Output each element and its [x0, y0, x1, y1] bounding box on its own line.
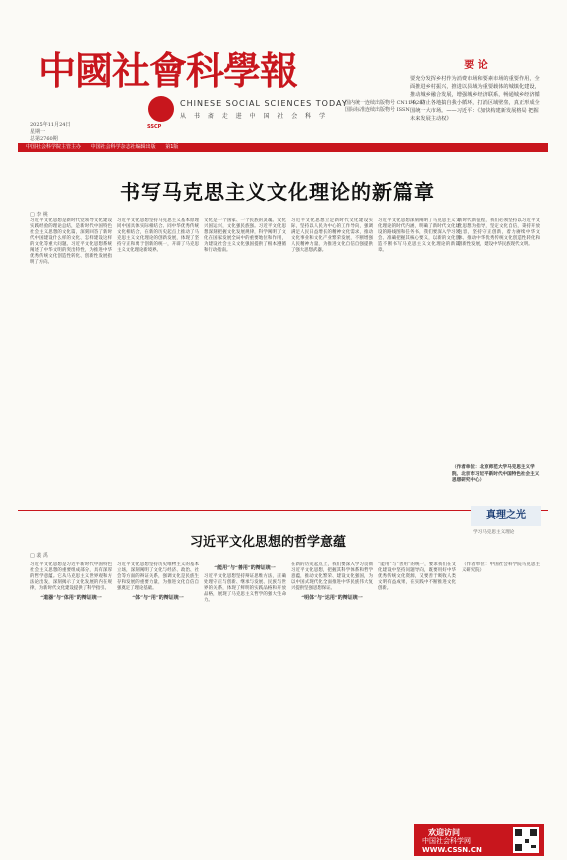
section-divider [18, 510, 548, 511]
article2-text: 在新的历史起点上，我们要深入学习贯彻习近平文化思想，把握其科学体系和哲学意蕴，推动文化繁荣、建设文化强国，为以中国式现代化全面推进中华民族伟大复兴提供坚强思想保证。 [291, 562, 373, 591]
redbar-item: 中国社会科学院主管主办 [26, 144, 82, 150]
article1-column: 习近平文化思想坚持马克思主义基本原理同中国具体实际相结合、同中华优秀传统文化相结合，在新的历史起点上推动了马克思主义文化理论的创新发展，体现了坚持守正和勇于创新的统一，开辟了马克思主义文化理论新境界。 [117, 218, 199, 253]
article2-column [291, 562, 373, 818]
footer-welcome: 欢迎访问 [428, 827, 460, 837]
article1-column: 习近平文化思想是新时代党领导文化建设实践经验的理论总结，是新时代中国特色社会主义思想的文化篇，深刻回答了新时代中国建设什么样的文化、怎样建设这样的文化等重大问题。习近平文化思想系统阐述了中华文明的突出特性，为推进中华优秀传统文化创造性转化、创新性发展指明了方向。 [30, 218, 112, 265]
masthead [0, 0, 567, 142]
cn-number: 国内统一连续出版物号 CN11-0287 [345, 100, 426, 106]
masthead-red-bar [18, 143, 548, 152]
article1-author-note: （作者单位：北京师范大学马克思主义学院、北京市习近平新时代中国特色社会主义思想研究中心） [452, 465, 540, 483]
article1-column: 文化是一个国家、一个民族的灵魂。文化兴国运兴，文化强民族强。习近平文化思想深刻把握文化发展规律，科学阐明了文化在国家发展全局中的重要地位和作用，为建设社会主义文化强国提供了根本遵循和行动指南。 [204, 218, 286, 253]
article2-body [30, 562, 540, 822]
issue-meta [30, 122, 70, 143]
article2-column [204, 562, 286, 818]
footer-url-link[interactable]: WWW.CSSN.CN [422, 846, 482, 854]
article1-column: 习近平文化思想立足新时代文化建设实际，坚持以人民为中心的工作导向，强调满足人民日益增长的精神文化需求，推动文化事业和文化产业繁荣发展，不断增强人民精神力量，为推进文化自信自强提供了强大思想武器。 [291, 218, 373, 253]
issue-number: 总第2760期 [30, 136, 58, 142]
article2-subhead: “能用”与“善用”的辩证统一 [214, 565, 276, 571]
article2-subhead: “明体”与“达用”的辩证统一 [301, 595, 363, 601]
issue-date: 2025年11月24日 [30, 122, 71, 128]
article2-subhead: “道器”与“体用”的辩证统一 [40, 595, 102, 601]
redbar-item: 中国社会科学杂志社编辑出版 [90, 144, 156, 150]
article2-headline: 习近平文化思想的哲学意蕴 [190, 535, 347, 550]
newspaper-logo: 中國社會科學報 [38, 48, 298, 93]
article1-headline: 书写马克思主义文化理论的新篇章 [120, 180, 435, 204]
article2-text: 习近平文化思想是习近平新时代中国特色社会主义思想的重要组成部分，具有深厚的哲学意蕴。它从马克思主义世界观和方法论出发，深刻揭示了文化发展的内在规律，为新时代文化建设提供了科学指引。 [30, 562, 112, 591]
yaolun-body: 要充分发挥乡村作为消费市场和要素市场的重要作用，全面推进乡村振兴，推进以县域为重要载体的城镇化建设，推动城乡融合发展，增强城乡经济联系，畅通城乡经济循环，防止各地搞自我小循环，打消区域壁垒，真正形成全国统一大市场。——习近平：《加快构建新发展格局 把握未来发展主动权》 [410, 76, 540, 122]
article2-text: 习近平文化思想坚持辩证思维方法，正确处理守正与创新、继承与发展、民族与世界的关系，体现了鲜明的实践品格和开放品格，展现了马克思主义哲学的强大生命力。 [204, 574, 286, 603]
article1-byline: □ 李 桃 [30, 212, 48, 218]
sscp-label: SSCP [147, 124, 162, 130]
english-title: CHINESE SOCIAL SCIENCES TODAY [180, 99, 348, 108]
article2-column [30, 562, 112, 818]
yaolun-box [410, 56, 542, 140]
issn-number: 国际标准连续出版物号 ISSN [345, 107, 410, 113]
article2-column: （作者单位：中国社会科学院马克思主义研究院） [462, 562, 540, 573]
sscp-emblem-icon [148, 96, 174, 122]
slogan: 从 书 斋 走 进 中 国 社 会 科 学 [180, 113, 329, 120]
yaolun-heading: 要 论 [464, 60, 488, 71]
article1-column: 习近平文化思想深刻阐明了马克思主义文化理论的时代内涵，明确了新时代文化建设的路线图和任务书，我们要深入学习领会、准确把握其核心要义，以新的文化创造不断书写马克思主义文化理论的新篇章。 [378, 218, 460, 253]
article1-body [30, 218, 540, 478]
footer-site-name: 中国社会科学网 [422, 837, 471, 845]
article2-column [117, 562, 199, 818]
article2-byline: □ 裴 禹 [30, 553, 48, 559]
article2-text: 习近平文化思想坚持历史唯物主义的基本立场，深刻阐明了文化与经济、政治、社会等方面的辩证关系，强调文化是民族生存和发展的重要力量，为推进文化自信自强奠定了理论基础。 [117, 562, 199, 591]
column-banner: 真理之光 [471, 506, 541, 526]
issue-weekday: 星期一 [30, 129, 46, 135]
article2-subhead: “体”与“用”的辩证统一 [132, 595, 184, 601]
article1-column: 新时代新征程，我们必须坚持以习近平文化思想为指导，坚定文化自信，秉持开放包容，坚持守正创新，着力赓续中华文脉、推动中华优秀传统文化创造性转化和创新性发展，建设中华民族现代文明。 [458, 218, 540, 247]
qr-code-icon [513, 827, 539, 853]
article2-column: “能用”与“善用”的统一，要求我们在文化建设中坚持问题导向，既要用好中华优秀传统文化资源，又要善于吸收人类文明有益成果，在实践中不断推进文化创新。 [378, 562, 456, 591]
redbar-item: 第1版 [165, 144, 179, 150]
column-banner-sub: 学习马克思主义理论 [473, 530, 515, 535]
